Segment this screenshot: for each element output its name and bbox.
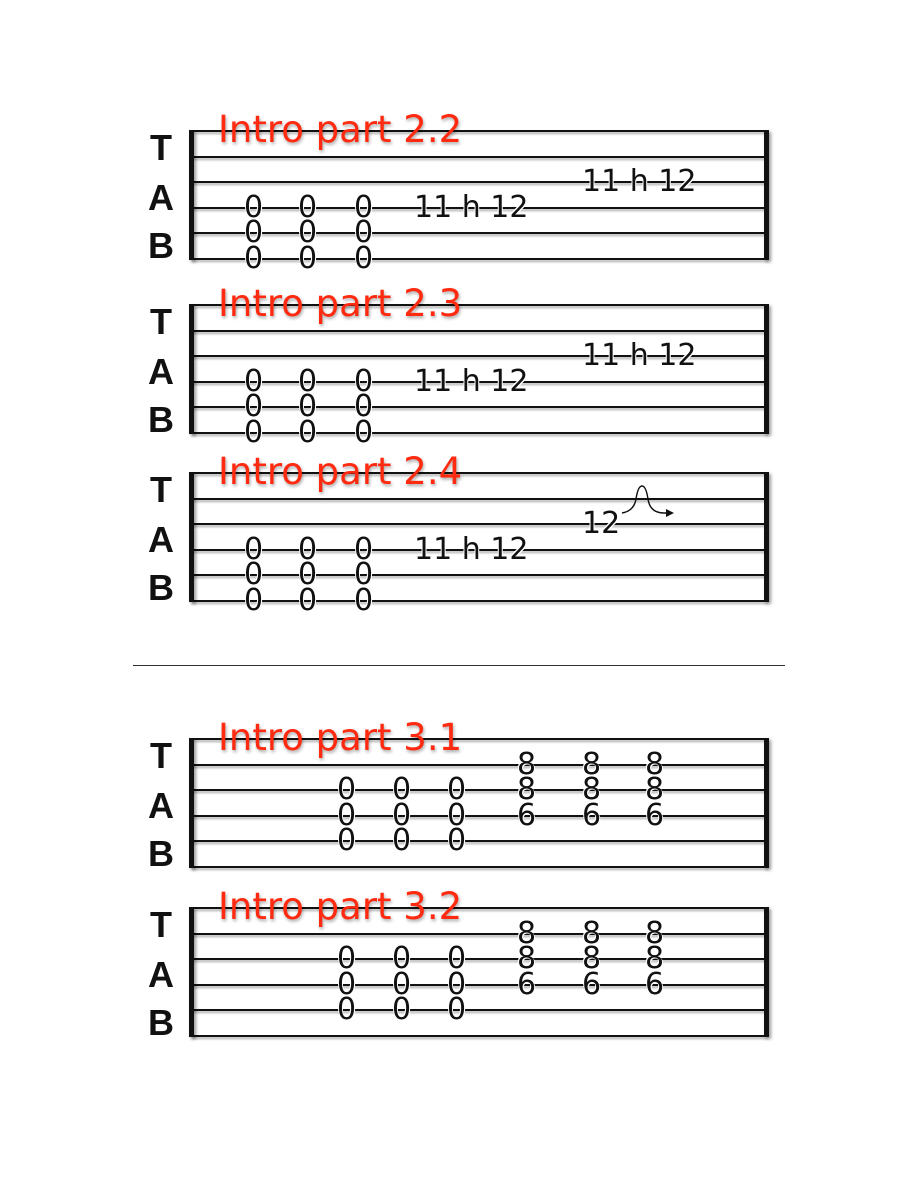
fret-number: 0: [298, 415, 318, 450]
tab-letter: B: [148, 225, 174, 266]
fret-number: 0: [447, 966, 467, 1002]
fret-number: 0: [392, 823, 412, 859]
fret-number: 0: [298, 215, 318, 251]
tab-letter: A: [148, 519, 174, 560]
fret-number: 0: [354, 531, 374, 567]
section-title: Intro part 2.2: [218, 108, 463, 151]
tab-letter: B: [148, 833, 174, 874]
string-line: [192, 840, 768, 842]
fret-number: 6: [645, 966, 665, 1002]
tab-staff-2-4: [140, 450, 780, 618]
string-line: [192, 1035, 768, 1037]
fret-number: 0: [298, 583, 318, 618]
fret-number: 11 h 12: [582, 338, 697, 374]
fret-number: 0: [354, 583, 374, 618]
fret-number: 0: [244, 189, 264, 225]
left-barline: [189, 738, 194, 868]
string-line: [192, 600, 768, 602]
fret-number: 8: [645, 941, 665, 977]
fret-number: 0: [447, 992, 467, 1028]
fret-number: 0: [298, 531, 318, 567]
string-line: [192, 958, 768, 960]
tab-letter: A: [148, 785, 174, 826]
tab-letter: T: [150, 469, 172, 510]
left-barline: [189, 130, 194, 260]
tab-staff-2-2: [140, 108, 780, 276]
fret-number: 0: [354, 557, 374, 593]
fret-number: 8: [645, 772, 665, 808]
fret-number: 0: [354, 241, 374, 276]
fret-number: 11 h 12: [414, 363, 529, 399]
section-title: Intro part 3.2: [218, 885, 463, 928]
string-line: [192, 330, 768, 332]
string-line: [192, 432, 768, 434]
fret-number: 0: [244, 241, 264, 276]
fret-number: 6: [582, 966, 602, 1002]
section-divider: [133, 665, 785, 666]
fret-number: 6: [517, 797, 537, 833]
fret-number: 0: [354, 389, 374, 425]
string-line: [192, 523, 768, 525]
fret-number: 0: [354, 215, 374, 251]
fret-number: 6: [517, 966, 537, 1002]
fret-number: 0: [392, 941, 412, 977]
tab-letter: B: [148, 399, 174, 440]
fret-number: 8: [517, 915, 537, 951]
fret-number: 0: [392, 966, 412, 1002]
fret-number: 6: [645, 797, 665, 833]
fret-number: 8: [582, 772, 602, 808]
fret-number: 0: [298, 189, 318, 225]
string-line: [192, 232, 768, 234]
section-title: Intro part 2.4: [218, 450, 463, 493]
fret-number: 0: [337, 797, 357, 833]
fret-number: 0: [298, 241, 318, 276]
right-barline: [764, 472, 769, 602]
fret-number: 0: [298, 363, 318, 399]
fret-number: 0: [244, 389, 264, 425]
fret-number: 8: [517, 772, 537, 808]
string-line: [192, 815, 768, 817]
fret-number: 8: [517, 746, 537, 782]
tab-letter: A: [148, 954, 174, 995]
fret-number: 0: [244, 363, 264, 399]
right-barline: [764, 738, 769, 868]
tab-letter: T: [150, 735, 172, 776]
tab-letter: B: [148, 567, 174, 608]
fret-number: 0: [337, 966, 357, 1002]
tab-letter: A: [148, 351, 174, 392]
string-line: [192, 498, 768, 500]
fret-number: 0: [244, 583, 264, 618]
fret-number: 0: [447, 797, 467, 833]
string-line: [192, 258, 768, 260]
fret-number: 0: [392, 992, 412, 1028]
fret-number: 8: [517, 941, 537, 977]
fret-number: 8: [645, 915, 665, 951]
tab-letter: T: [150, 301, 172, 342]
tab-letter: A: [148, 177, 174, 218]
section-title: Intro part 2.3: [218, 282, 463, 325]
right-barline: [764, 907, 769, 1037]
tab-staff-2-3: [140, 282, 780, 450]
tab-staff-3-2: [140, 885, 780, 1045]
fret-number: 0: [447, 823, 467, 859]
fret-number: 8: [582, 941, 602, 977]
fret-number: 0: [447, 772, 467, 808]
string-line: [192, 789, 768, 791]
fret-number: 0: [392, 797, 412, 833]
fret-number: 0: [298, 557, 318, 593]
section-title: Intro part 3.1: [218, 716, 463, 759]
fret-number: 8: [582, 915, 602, 951]
fret-number: 12: [582, 506, 621, 542]
fret-number: 0: [244, 415, 264, 450]
fret-number: 0: [354, 189, 374, 225]
fret-number: 0: [392, 772, 412, 808]
fret-number: 0: [447, 941, 467, 977]
string-line: [192, 406, 768, 408]
fret-number: 8: [582, 746, 602, 782]
right-barline: [764, 130, 769, 260]
right-barline: [764, 304, 769, 434]
string-line: [192, 984, 768, 986]
string-line: [192, 933, 768, 935]
fret-number: 8: [645, 746, 665, 782]
fret-number: 0: [298, 389, 318, 425]
fret-number: 0: [337, 823, 357, 859]
string-line: [192, 866, 768, 868]
string-line: [192, 156, 768, 158]
fret-number: 0: [244, 531, 264, 567]
string-line: [192, 764, 768, 766]
fret-number: 0: [337, 992, 357, 1028]
fret-number: 6: [582, 797, 602, 833]
bend-release-arrow-icon: [620, 483, 680, 519]
fret-number: 11 h 12: [414, 531, 529, 567]
fret-number: 11 h 12: [582, 164, 697, 200]
tab-staff-3-1: [140, 716, 780, 876]
fret-number: 0: [244, 557, 264, 593]
fret-number: 0: [354, 415, 374, 450]
left-barline: [189, 304, 194, 434]
left-barline: [189, 472, 194, 602]
fret-number: 0: [337, 772, 357, 808]
tab-letter: T: [150, 127, 172, 168]
fret-number: 11 h 12: [414, 189, 529, 225]
fret-number: 0: [244, 215, 264, 251]
left-barline: [189, 907, 194, 1037]
tab-letter: T: [150, 904, 172, 945]
fret-number: 0: [337, 941, 357, 977]
string-line: [192, 1009, 768, 1011]
tab-letter: B: [148, 1002, 174, 1043]
fret-number: 0: [354, 363, 374, 399]
string-line: [192, 574, 768, 576]
